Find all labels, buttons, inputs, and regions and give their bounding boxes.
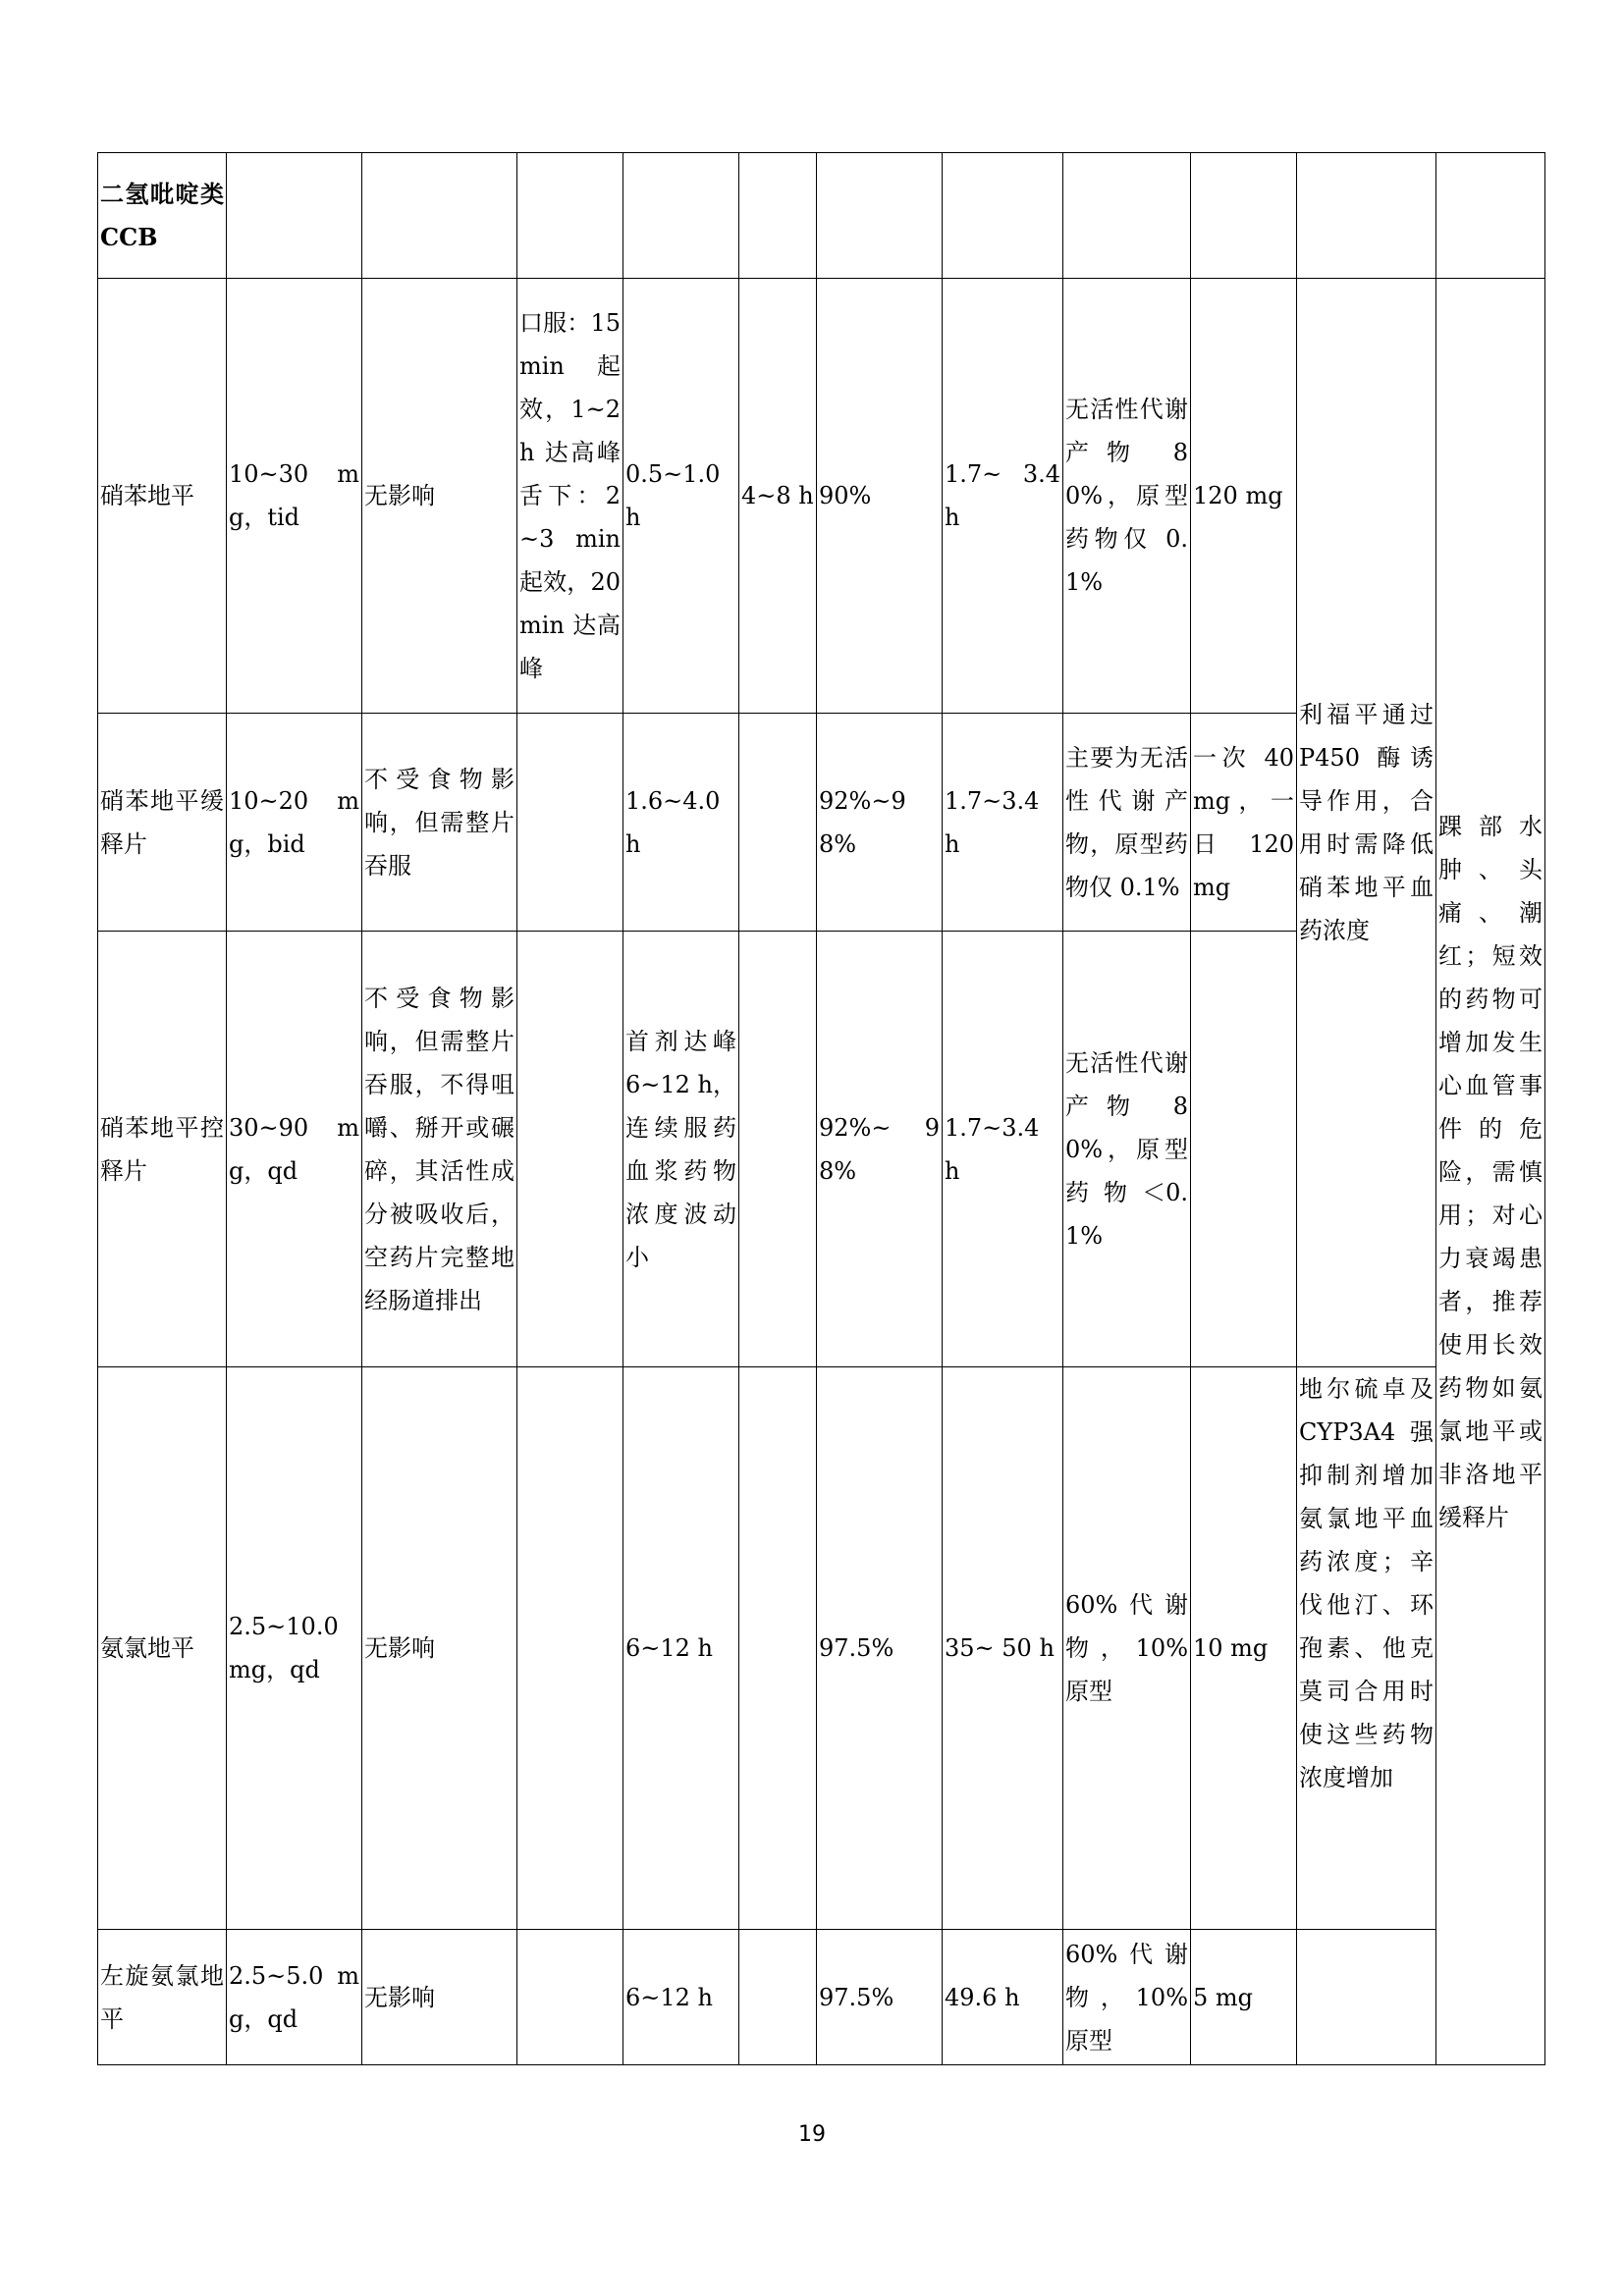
table-row [98, 279, 1545, 714]
empty-cell [1063, 153, 1191, 279]
drug-name-cell: 硝苯地平控释片 [98, 932, 227, 1367]
metabolite-cell: 主要为无活性代谢产物，原型药物仅 0.1% [1063, 714, 1191, 932]
food-effect-cell: 不受食物影响，但需整片吞服 [362, 714, 517, 932]
duration-cell [739, 932, 817, 1367]
empty-cell [623, 153, 739, 279]
onset-cell [517, 1367, 623, 1930]
half-life-cell: 1.7~ 3.4 h [943, 279, 1063, 714]
onset-cell: 口服：15 min 起效，1~2 h 达高峰 舌下：2~3 min 起效，20 min 达高峰 [517, 279, 623, 714]
duration-cell: 4~8 h [739, 279, 817, 714]
max-dose-cell: 120 mg [1191, 279, 1297, 714]
half-life-cell: 1.7~3.4 h [943, 714, 1063, 932]
dose-cell: 2.5~10.0 mg，qd [227, 1367, 362, 1930]
half-life-cell: 49.6 h [943, 1930, 1063, 2065]
protein-binding-cell: 92%~ 98% [817, 932, 943, 1367]
protein-binding-cell: 90% [817, 279, 943, 714]
tmax-cell: 0.5~1.0 h [623, 279, 739, 714]
onset-cell [517, 932, 623, 1367]
tmax-cell: 6~12 h [623, 1930, 739, 2065]
food-effect-cell: 不受食物影响，但需整片吞服，不得咀嚼、掰开或碾碎，其活性成分被吸收后，空药片完整地经肠道排出 [362, 932, 517, 1367]
page-number: 19 [798, 2122, 826, 2147]
onset-cell [517, 714, 623, 932]
category-cell: 二氢吡啶类 CCB [98, 153, 227, 279]
food-effect-cell: 无影响 [362, 279, 517, 714]
empty-cell [739, 153, 817, 279]
table-row [98, 1367, 1545, 1930]
max-dose-cell [1191, 932, 1297, 1367]
protein-binding-cell: 92%~98% [817, 714, 943, 932]
metabolite-cell: 60%代谢物，10%原型 [1063, 1930, 1191, 2065]
tmax-cell: 1.6~4.0 h [623, 714, 739, 932]
metabolite-cell: 无活性代谢产物 80%，原型药物仅 0.1% [1063, 279, 1191, 714]
duration-cell [739, 1930, 817, 2065]
interaction-cell: 利福平通过 P450 酶诱导作用，合用时需降低硝苯地平血药浓度 [1297, 279, 1436, 1367]
max-dose-cell: 一次 40 mg，一日 120 mg [1191, 714, 1297, 932]
empty-cell [517, 153, 623, 279]
protein-binding-cell: 97.5% [817, 1930, 943, 2065]
protein-binding-cell: 97.5% [817, 1367, 943, 1930]
interaction-cell: 地尔硫卓及 CYP3A4 强抑制剂增加氨氯地平血药浓度；辛伐他汀、环孢素、他克莫司合用时使这些药物浓度增加 [1297, 1367, 1436, 1930]
empty-cell [1297, 1930, 1436, 2065]
food-effect-cell: 无影响 [362, 1930, 517, 2065]
dose-cell: 2.5~5.0 mg，qd [227, 1930, 362, 2065]
empty-cell [943, 153, 1063, 279]
drug-name-cell: 硝苯地平缓释片 [98, 714, 227, 932]
empty-cell [362, 153, 517, 279]
max-dose-cell: 10 mg [1191, 1367, 1297, 1930]
food-effect-cell: 无影响 [362, 1367, 517, 1930]
adverse-effect-cell: 踝部水肿、头痛、潮红；短效的药物可增加发生心血管事件的危险，需慎用；对心力衰竭患者，推荐使用长效药物如氨氯地平或非洛地平缓释片 [1436, 279, 1545, 2065]
drug-name-cell: 硝苯地平 [98, 279, 227, 714]
table-row [98, 1930, 1545, 2065]
category-row [98, 153, 1545, 279]
dose-cell: 30~90 mg，qd [227, 932, 362, 1367]
empty-cell [1297, 153, 1436, 279]
half-life-cell: 35~ 50 h [943, 1367, 1063, 1930]
tmax-cell: 6~12 h [623, 1367, 739, 1930]
drug-name-cell: 左旋氨氯地平 [98, 1930, 227, 2065]
dose-cell: 10~30 mg，tid [227, 279, 362, 714]
duration-cell [739, 714, 817, 932]
empty-cell [1191, 153, 1297, 279]
drug-table [97, 152, 1545, 2065]
empty-cell [227, 153, 362, 279]
empty-cell [1436, 153, 1545, 279]
empty-cell [817, 153, 943, 279]
max-dose-cell: 5 mg [1191, 1930, 1297, 2065]
half-life-cell: 1.7~3.4 h [943, 932, 1063, 1367]
onset-cell [517, 1930, 623, 2065]
metabolite-cell: 60%代谢物，10%原型 [1063, 1367, 1191, 1930]
metabolite-cell: 无活性代谢产物 80%，原型药物＜0.1% [1063, 932, 1191, 1367]
tmax-cell: 首剂达峰 6~12 h，连续服药血浆药物浓度波动小 [623, 932, 739, 1367]
drug-name-cell: 氨氯地平 [98, 1367, 227, 1930]
duration-cell [739, 1367, 817, 1930]
dose-cell: 10~20 mg，bid [227, 714, 362, 932]
